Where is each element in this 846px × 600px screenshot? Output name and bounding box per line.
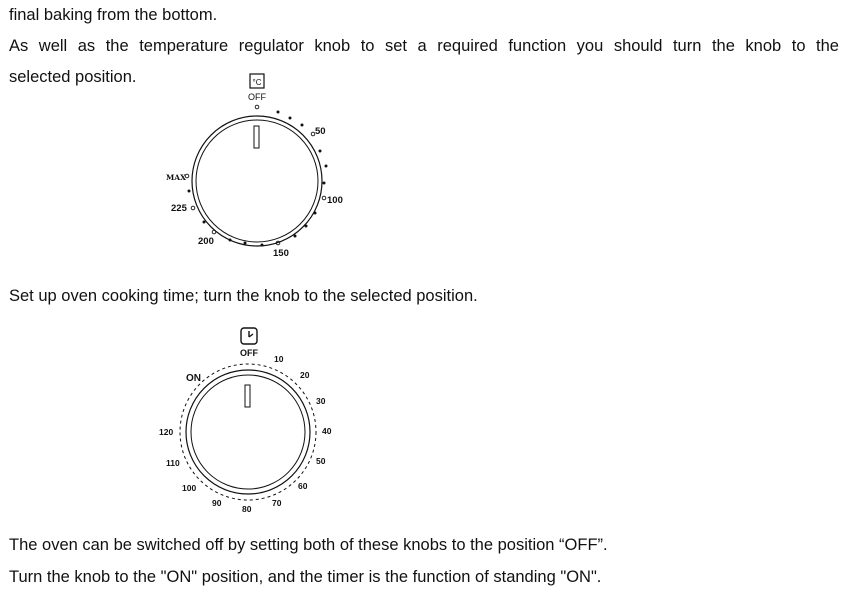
text-line-2: As well as the temperature regulator knob to set a required function you should turn the knob to the bbox=[9, 37, 839, 55]
timer-label-90: 90 bbox=[212, 498, 222, 508]
timer-on-label: ON bbox=[186, 373, 201, 384]
timer-label-110: 110 bbox=[166, 458, 180, 468]
timer-label-120: 120 bbox=[159, 427, 174, 437]
timer-knob[interactable] bbox=[186, 370, 310, 494]
temp-label-max: MAX bbox=[166, 173, 186, 182]
timer-label-80: 80 bbox=[242, 504, 252, 514]
clock-icon bbox=[241, 328, 257, 344]
timer-label-40: 40 bbox=[322, 426, 332, 436]
text-line-3: selected position. bbox=[9, 68, 137, 86]
text-line-5: The oven can be switched off by setting both of these knobs to the position “OFF”. bbox=[9, 536, 608, 554]
timer-label-10: 10 bbox=[274, 354, 284, 364]
text-line-4: Set up oven cooking time; turn the knob to the selected position. bbox=[9, 287, 478, 305]
text-line-6: Turn the knob to the "ON" position, and the timer is the function of standing "ON". bbox=[9, 568, 602, 586]
timer-label-30: 30 bbox=[316, 396, 326, 406]
timer-off-label: OFF bbox=[240, 348, 258, 358]
timer-label-20: 20 bbox=[300, 370, 310, 380]
timer-label-50: 50 bbox=[316, 456, 326, 466]
temp-off-label: OFF bbox=[248, 92, 266, 102]
temp-label-100: 100 bbox=[327, 195, 343, 206]
temp-label-200: 200 bbox=[198, 236, 214, 247]
timer-label-100: 100 bbox=[182, 483, 197, 493]
timer-label-60: 60 bbox=[298, 481, 308, 491]
text-line-1: final baking from the bottom. bbox=[9, 6, 218, 24]
temp-label-50: 50 bbox=[315, 126, 326, 137]
celsius-icon-text: °C bbox=[252, 78, 262, 87]
timer-label-70: 70 bbox=[272, 498, 282, 508]
temp-label-150: 150 bbox=[273, 248, 289, 259]
temp-label-225: 225 bbox=[171, 203, 187, 214]
